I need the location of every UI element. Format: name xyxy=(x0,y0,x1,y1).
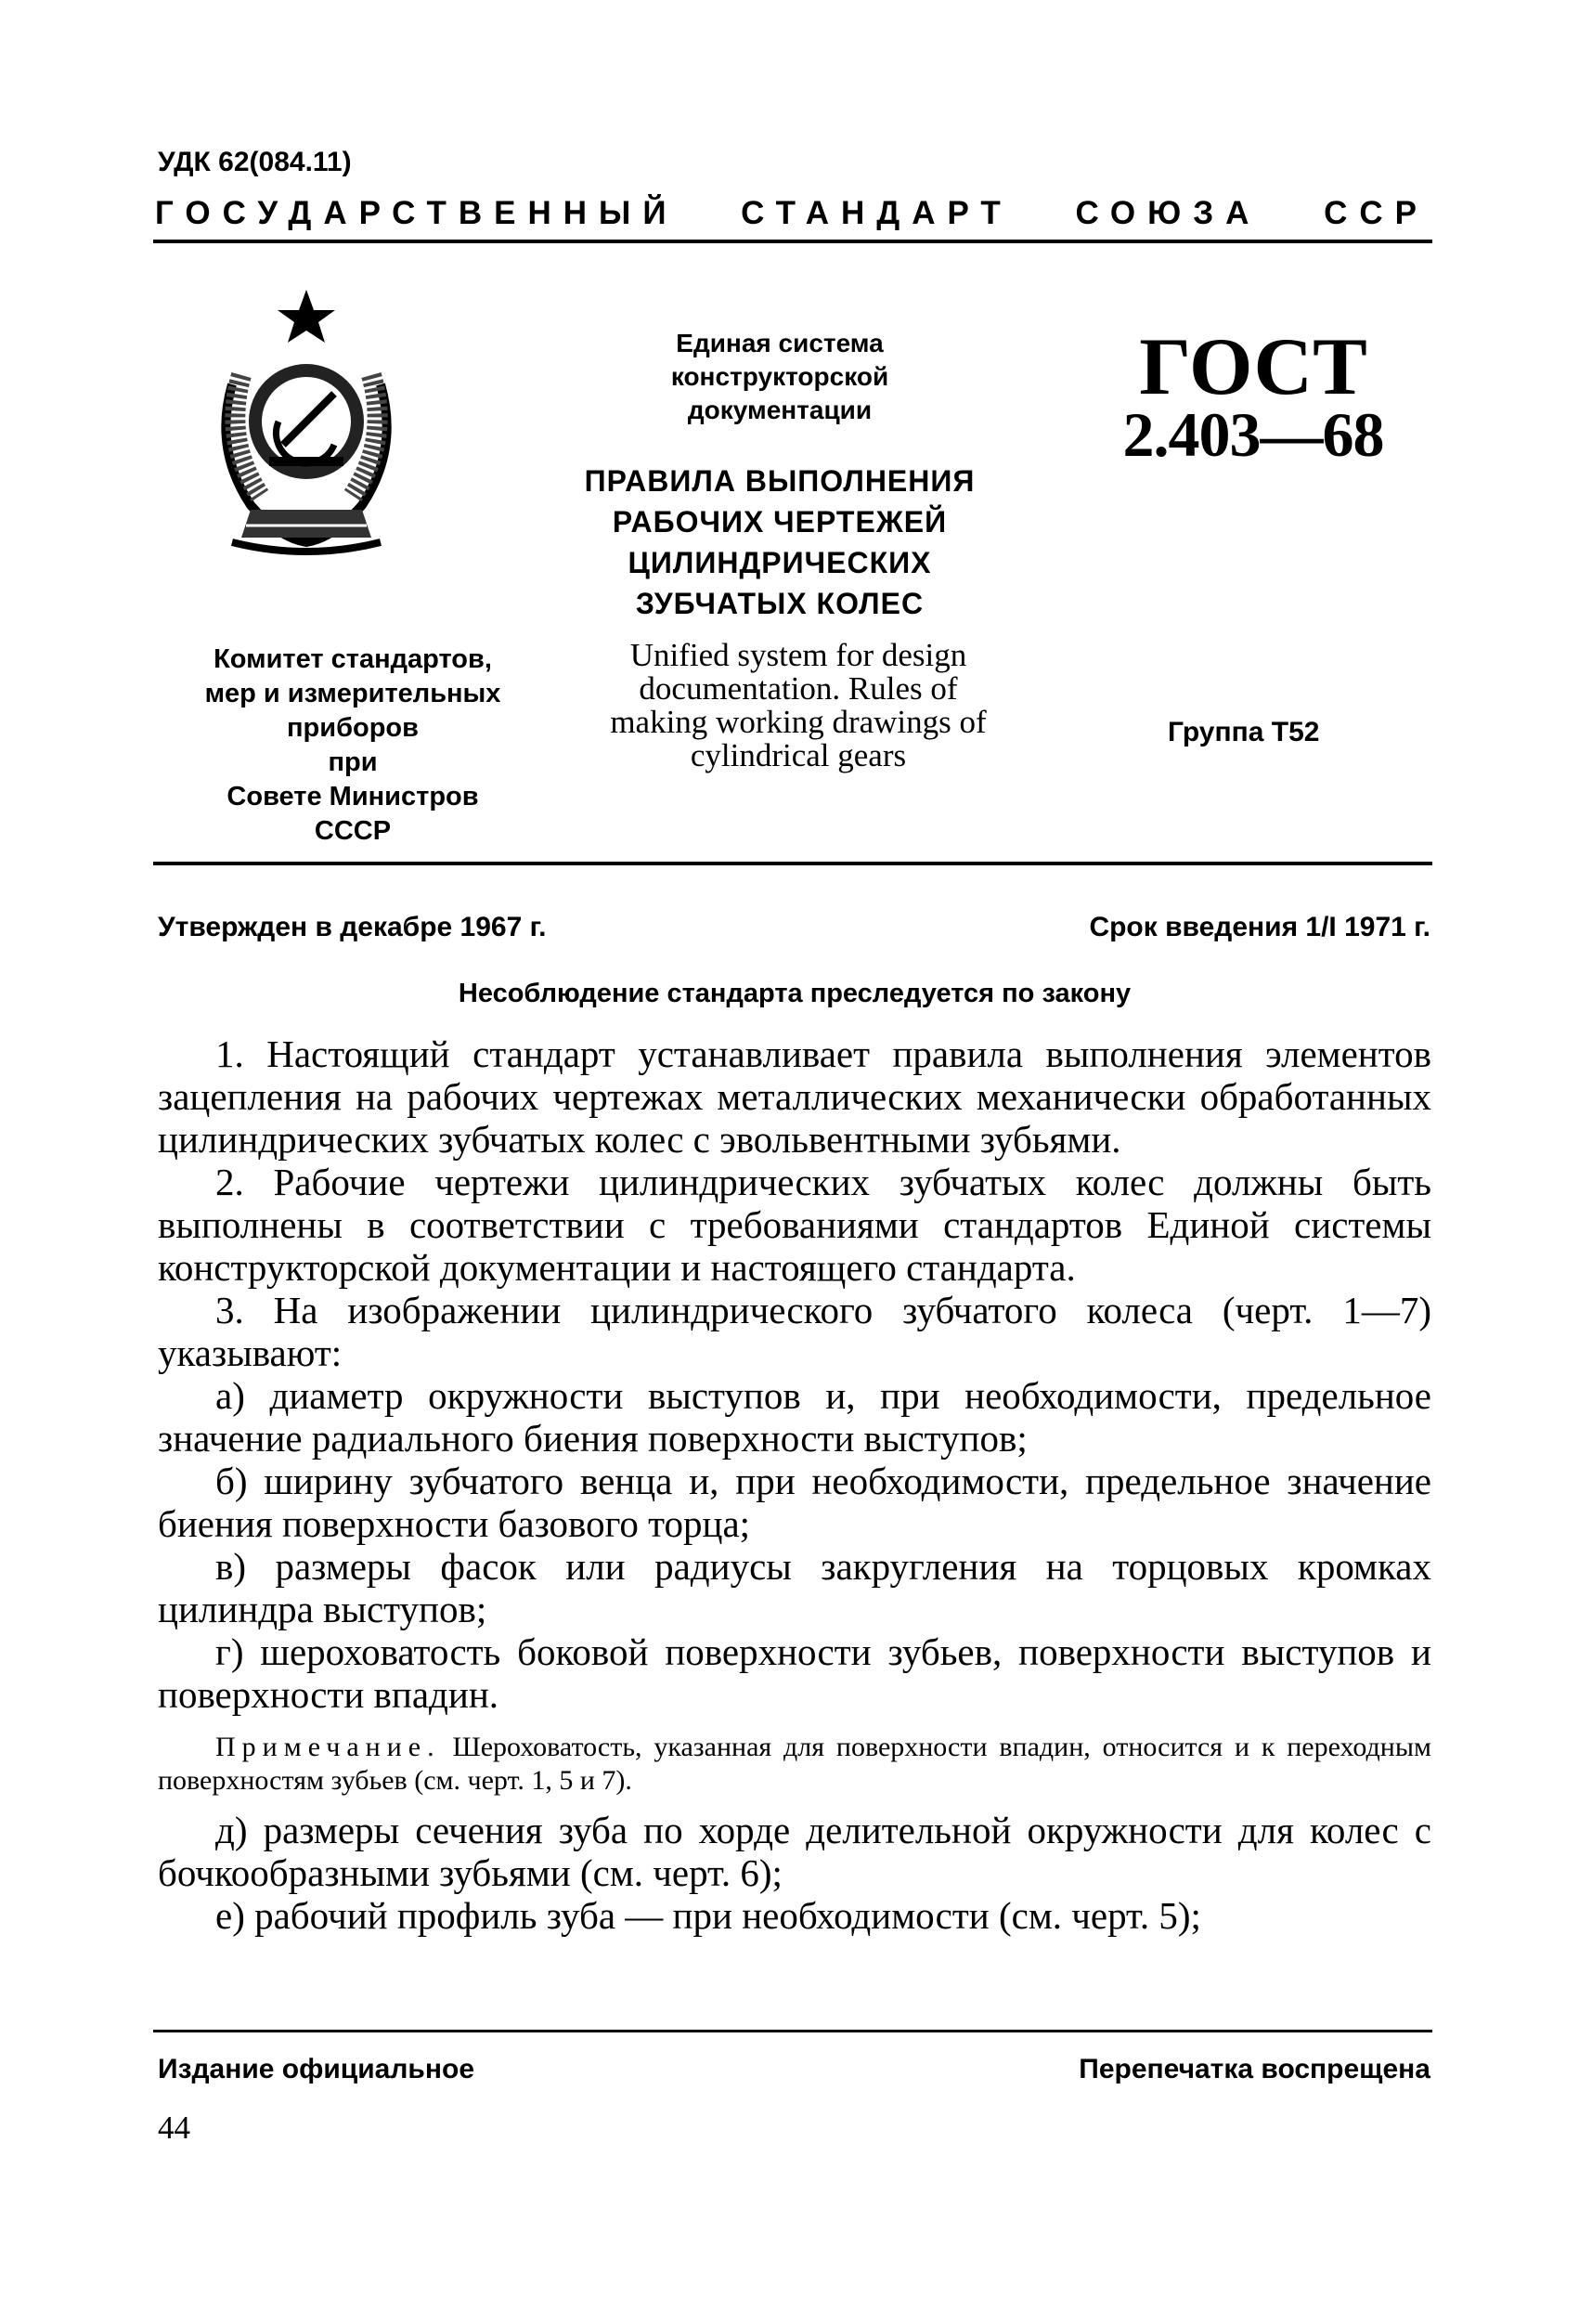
rules-title xyxy=(557,461,1003,624)
english-title-line: making working drawings of xyxy=(610,704,987,740)
approved-date: Утвержден в декабре 1967 г. xyxy=(158,912,547,942)
reprint-notice: Перепечатка воспрещена xyxy=(1079,2054,1430,2084)
english-title-line: cylindrical gears xyxy=(690,737,907,773)
body-paragraph: 2. Рабочие чертежи цилиндрических зубчатых колес должны быть выполнены в соответствии с требованиями стандартов Единой системы конструкторской документации и настоящего стандарта. xyxy=(158,1161,1431,1289)
rules-title-line: ПРАВИЛА ВЫПОЛНЕНИЯ xyxy=(584,464,976,498)
committee-line: мер и измерительных xyxy=(204,679,501,708)
english-title-line: Unified system for design xyxy=(629,637,967,673)
list-item: б) ширину зубчатого венца и, при необходимости, предельное значение биения поверхности базового торца; xyxy=(158,1460,1431,1545)
committee-line: Совете Министров xyxy=(226,782,479,811)
udk-code: УДК 62(084.11) xyxy=(158,147,352,177)
effective-date: Срок введения 1/I 1971 г. xyxy=(1089,912,1430,942)
note-label: Примечание. xyxy=(215,1732,441,1762)
note-text: Шероховатость, указанная для поверхности впадин, относится и к переходным поверхностям зубьев (см. черт. 1, 5 и 7). xyxy=(158,1732,1431,1796)
rules-title-line: ЦИЛИНДРИЧЕСКИХ xyxy=(628,546,932,579)
gost-number: 2.403—68 xyxy=(1122,399,1384,470)
standard-title-block xyxy=(557,327,1003,624)
system-title-line: конструкторской xyxy=(670,362,889,391)
official-edition: Издание официальное xyxy=(158,2054,475,2084)
committee-line: приборов xyxy=(287,713,419,743)
system-title-line: Единая система xyxy=(676,329,884,357)
ussr-emblem-icon xyxy=(195,282,418,579)
list-item: д) размеры сечения зуба по хорде делительной окружности для колес с бочкообразными зубьями (см. черт. 6); xyxy=(158,1809,1431,1894)
list-item: в) размеры фасок или радиусы закругления на торцовых кромках цилиндра выступов; xyxy=(158,1545,1431,1630)
state-standard-word: СТАНДАРТ xyxy=(741,195,1013,231)
group-code: Группа Т52 xyxy=(1168,717,1320,747)
body-paragraph: 1. Настоящий стандарт устанавливает правила выполнения элементов зацепления на рабочих чертежах металлических механически обработанных цилиндрических зубчатых колес с эвольвентными зубьями. xyxy=(158,1032,1431,1161)
body-paragraph: 3. На изображении цилиндрического зубчатого колеса (черт. 1—7) указывают: xyxy=(158,1289,1431,1374)
state-standard-word: ГОСУДАРСТВЕННЫЙ xyxy=(155,195,679,231)
list-item: г) шероховатость боковой поверхности зубьев, поверхности выступов и поверхности впадин. xyxy=(158,1630,1431,1716)
state-standard-word: ССР xyxy=(1324,195,1429,231)
standard-body xyxy=(158,1032,1431,1937)
state-standard-header xyxy=(155,195,1429,232)
page-number: 44 xyxy=(158,2110,190,2146)
rules-title-line: ЗУБЧАТЫХ КОЛЕС xyxy=(635,587,925,620)
committee-line: Комитет стандартов, xyxy=(214,644,492,674)
header-divider xyxy=(153,240,1432,243)
title-divider xyxy=(153,862,1432,865)
system-title xyxy=(557,327,1003,427)
committee-block xyxy=(158,643,548,849)
system-title-line: документации xyxy=(687,396,873,424)
list-item: а) диаметр окружности выступов и, при необходимости, предельное значение радиального биения поверхности выступов; xyxy=(158,1374,1431,1460)
gost-label: ГОСТ xyxy=(1139,322,1367,412)
legal-notice: Несоблюдение стандарта преследуется по закону xyxy=(458,979,1132,1008)
footer-divider xyxy=(153,2030,1432,2032)
english-title xyxy=(557,639,1040,773)
list-item: е) рабочий профиль зуба — при необходимости (см. черт. 5); xyxy=(215,1894,1201,1937)
committee-line: СССР xyxy=(314,816,392,846)
note-paragraph xyxy=(158,1731,1431,1798)
rules-title-line: РАБОЧИХ ЧЕРТЕЖЕЙ xyxy=(612,505,948,539)
committee-line: при xyxy=(328,747,378,777)
state-standard-word: СОЮЗА xyxy=(1075,195,1262,231)
english-title-line: documentation. Rules of xyxy=(639,670,958,707)
